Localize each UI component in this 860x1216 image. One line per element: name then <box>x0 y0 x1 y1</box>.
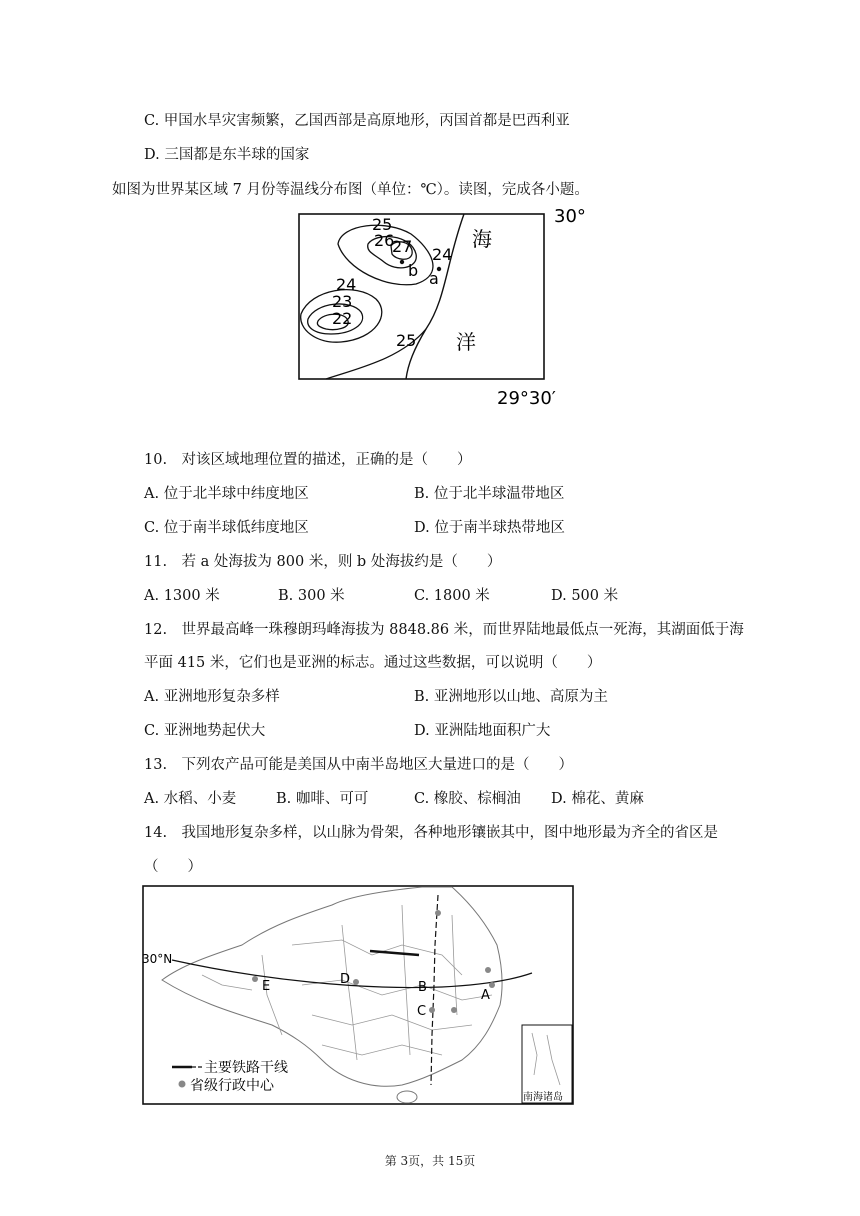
isotherm-label-25: 25 <box>372 215 393 234</box>
inset-label: 南海诸岛 <box>523 1092 563 1103</box>
point-b-label: b <box>408 261 419 280</box>
isotherm-label-26: 26 <box>374 231 395 250</box>
q13-option-a[interactable]: A. 水稻、小麦 <box>144 791 237 807</box>
isotherm-label-23: 23 <box>332 292 353 311</box>
q12-option-b[interactable]: B. 亚洲地形以山地、高原为主 <box>414 689 608 705</box>
q13-option-d[interactable]: D. 棉花、黄麻 <box>551 791 644 807</box>
figure-intro: 如图为世界某区域 7 月份等温线分布图（单位：℃）。读图，完成各小题。 <box>112 182 589 198</box>
q13-option-b[interactable]: B. 咖啡、可可 <box>276 791 369 807</box>
lat-bottom-label: 29°30′ <box>497 388 556 409</box>
isotherm-label-22: 22 <box>332 309 353 328</box>
question-14-line2: （ ） <box>144 859 202 875</box>
question-10: 10. 对该区域地理位置的描述，正确的是（ ） <box>144 452 472 468</box>
map-letter-e: E <box>262 979 271 994</box>
q10-option-c[interactable]: C. 位于南半球低纬度地区 <box>144 520 309 536</box>
legend-capital-label: 省级行政中心 <box>190 1078 274 1094</box>
isotherm-label-25-lower: 25 <box>396 331 417 350</box>
china-map <box>142 885 576 1111</box>
q11-option-c[interactable]: C. 1800 米 <box>414 588 490 604</box>
legend-capital-dot <box>179 1081 186 1088</box>
q12-option-c[interactable]: C. 亚洲地势起伏大 <box>144 723 266 739</box>
question-12-line1: 12. 世界最高峰一珠穆朗玛峰海拔为 8848.86 米，而世界陆地最低点一死海，其湖面低于海 <box>144 622 744 638</box>
q12-option-d[interactable]: D. 亚洲陆地面积广大 <box>414 723 551 739</box>
q10-option-b[interactable]: B. 位于北半球温带地区 <box>414 486 565 502</box>
lat-top-label: 30° <box>554 206 586 227</box>
q11-option-b[interactable]: B. 300 米 <box>278 588 345 604</box>
capital-dot-a-near <box>451 1007 457 1013</box>
page-footer: 第 3页，共 15页 <box>384 1154 476 1168</box>
isotherm-map <box>296 204 596 418</box>
map-letter-b: B <box>418 980 427 995</box>
point-a-label: a <box>429 269 439 288</box>
sea-label-1: 海 <box>472 227 492 251</box>
q13-option-c[interactable]: C. 橡胶、棕榈油 <box>414 791 521 807</box>
capital-dot-c <box>429 1007 435 1013</box>
question-12-line2: 平面 415 米，它们也是亚洲的标志。通过这些数据，可以说明（ ） <box>144 655 602 671</box>
capital-dot-d <box>353 979 359 985</box>
option-c-previous: C. 甲国水旱灾害频繁，乙国西部是高原地形，丙国首都是巴西利亚 <box>144 113 570 129</box>
lat-30n-label: 30°N <box>142 952 173 966</box>
point-b-dot <box>400 260 404 264</box>
legend-rail-label: 主要铁路干线 <box>204 1060 288 1076</box>
capital-dot-e <box>252 976 258 982</box>
question-14-line1: 14. 我国地形复杂多样，以山脉为骨架，各种地形镶嵌其中，图中地形最为齐全的省区是 <box>144 825 719 841</box>
capital-dot-a <box>485 967 491 973</box>
q12-option-a[interactable]: A. 亚洲地形复杂多样 <box>144 689 280 705</box>
isotherm-label-24: 24 <box>432 245 453 264</box>
q11-option-d[interactable]: D. 500 米 <box>551 588 619 604</box>
question-11: 11. 若 a 处海拔为 800 米，则 b 处海拔约是（ ） <box>144 554 502 570</box>
capital-dot-north <box>435 910 441 916</box>
option-d-previous: D. 三国都是东半球的国家 <box>144 147 310 163</box>
isotherm-label-24-lower: 24 <box>336 275 357 294</box>
q10-option-a[interactable]: A. 位于北半球中纬度地区 <box>144 486 309 502</box>
map-letter-d: D <box>340 972 351 987</box>
question-13: 13. 下列农产品可能是美国从中南半岛地区大量进口的是（ ） <box>144 757 574 773</box>
sea-label-2: 洋 <box>456 330 476 354</box>
map-letter-a: A <box>481 988 490 1003</box>
q10-option-d[interactable]: D. 位于南半球热带地区 <box>414 520 565 536</box>
isotherm-label-27: 27 <box>392 237 413 256</box>
map-letter-c: C <box>417 1004 427 1019</box>
q11-option-a[interactable]: A. 1300 米 <box>144 588 220 604</box>
